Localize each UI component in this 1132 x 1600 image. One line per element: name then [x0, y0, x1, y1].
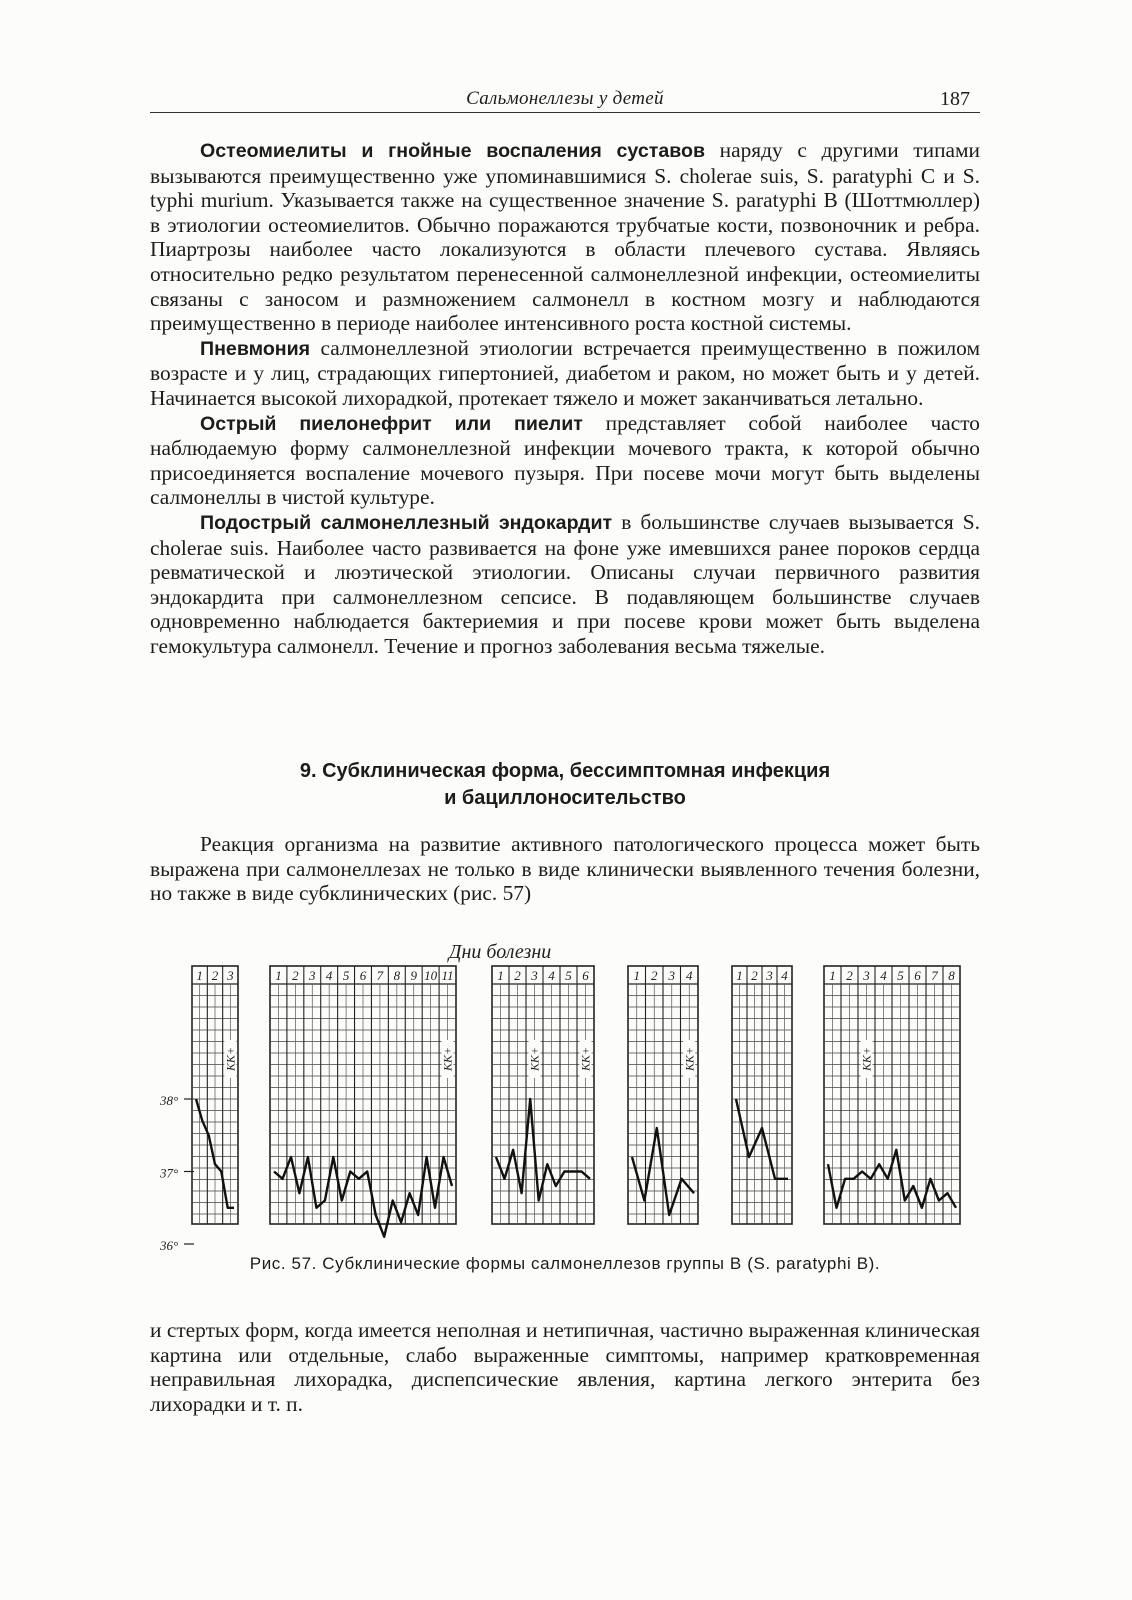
day-label: 4	[781, 968, 788, 983]
culture-marker-label: КК+	[859, 1046, 874, 1072]
culture-marker-label: КК+	[682, 1046, 697, 1072]
temperature-chart-3	[492, 966, 594, 1224]
day-label: 10	[424, 968, 438, 983]
day-label: 8	[393, 968, 401, 983]
day-label: 1	[275, 968, 282, 983]
paragraph-lead: Подострый салмонеллезный эндокардит	[200, 511, 613, 534]
page-number: 187	[940, 88, 970, 110]
temperature-chart-4	[628, 966, 698, 1224]
paragraph-pneumonia	[150, 336, 980, 411]
day-label: 7	[376, 968, 384, 983]
day-label: 1	[196, 968, 203, 983]
day-label: 3	[227, 968, 234, 983]
paragraph-body: представляет собой наиболее часто наблюдаемую форму салмонеллезной инфекции мочевого тракта, к которой обычно присоединяется воспаление мочевого пузыря. При посеве мочи могут быть выделены салмонеллы в чистой культуре.	[150, 410, 980, 510]
section-heading-line2: и бациллоносительство	[444, 787, 686, 809]
section-heading	[150, 758, 980, 812]
paragraph-osteomyelitis	[150, 138, 980, 336]
day-label: 1	[633, 968, 640, 983]
day-label: 3	[309, 968, 316, 983]
figure-57	[160, 938, 980, 1253]
temperature-chart-5	[732, 966, 792, 1224]
day-label: 11	[441, 968, 454, 983]
y-tick-label: 37°	[160, 1165, 179, 1181]
day-label: 2	[846, 968, 853, 983]
y-tick-label: 36°	[160, 1238, 179, 1253]
day-label: 2	[292, 968, 299, 983]
day-label: 7	[931, 968, 938, 983]
day-label: 1	[736, 968, 743, 983]
paragraph-body: салмонеллезной этиологии встречается преимущественно в пожилом возрасте и у лиц, страдающих гипертонией, диабетом и раком, но может быть и у детей. Начинается высокой лихорадкой, протекает тяжело и может заканчиваться летально.	[150, 335, 980, 410]
culture-marker-label: КК+	[223, 1046, 238, 1072]
figure-caption: Рис. 57. Субклинические формы салмонеллезов группы В (S. paratyphi B).	[249, 1254, 881, 1273]
day-label: 4	[880, 968, 887, 983]
day-label: 2	[211, 968, 219, 983]
paragraph-pyelonephritis	[150, 411, 980, 510]
day-label: 4	[548, 968, 555, 983]
day-label: 8	[948, 968, 955, 983]
day-label: 5	[342, 968, 350, 983]
paragraph-lead: Острый пиелонефрит или пиелит	[200, 412, 583, 435]
running-head	[150, 88, 980, 113]
running-head-title: Сальмонеллезы у детей	[466, 88, 664, 109]
paragraph-end: и стертых форм, когда имеется неполная и нетипичная, частично выраженная клиническая картина или отдельные, слабо выраженные симптомы, например кратковременная неправильная лихорадка, диспепсические явления, картина легкого энтерита без лихорадки и т. п.	[150, 1318, 980, 1416]
paragraph-endocarditis	[150, 510, 980, 659]
temperature-chart-2	[270, 966, 456, 1237]
day-label: 6	[359, 968, 367, 983]
day-label: 2	[651, 968, 658, 983]
paragraph-body: в большинстве случаев вызывается S. cholerae suis. Наиболее часто развивается на фоне уже имевшихся ранее пороков сердца ревматической и люэтической этиологии. Описаны случаи первичного развития эндокардита при салмонеллезном сепсисе. В подавляющем большинстве случаев одновременно наблюдается бактериемия и при посеве крови может быть выделена гемокультура салмонелл. Течение и прогноз заболевания весьма тяжелые.	[150, 509, 980, 658]
figure-title: Дни болезни	[448, 941, 552, 963]
y-tick-label: 38°	[160, 1093, 179, 1108]
day-label: 2	[514, 968, 521, 983]
day-label: 6	[914, 968, 921, 983]
temperature-charts	[160, 938, 980, 1253]
paragraph-body: наряду с другими типами вызываются преимущественно уже упоминавшимися S. cholerae suis, S. paratyphi C и S. typhi murium. Указывается также на существенное значение S. paratyphi B (Шоттмюллер) в этиологии остеомиелитов. Обычно поражаются трубчатые кости, позвоночник и ребра. Пиартрозы наиболее часто локализуются в области плечевого сустава. Являясь относительно редко результатом перенесенной салмонеллезной инфекции, остеомиелиты связаны с заносом и размножением салмонелл в костном мозгу и наблюдаются преимущественно в периоде наиболее интенсивного роста костной системы.	[150, 138, 980, 336]
culture-marker-label: КК+	[578, 1046, 593, 1072]
day-label: 1	[497, 968, 504, 983]
day-label: 5	[565, 968, 572, 983]
day-label: 4	[325, 968, 333, 983]
end-text-block	[150, 1318, 980, 1416]
day-label: 3	[668, 968, 675, 983]
day-label: 3	[863, 968, 870, 983]
day-label: 2	[751, 968, 758, 983]
temperature-chart-1	[192, 966, 238, 1224]
day-label: 5	[897, 968, 904, 983]
culture-marker-label: КК+	[527, 1046, 542, 1072]
day-label: 9	[410, 968, 417, 983]
intro-text-block	[150, 832, 980, 906]
paragraph-lead: Остеомиелиты и гнойные воспаления суставов	[200, 140, 706, 162]
paragraph-lead: Пневмония	[200, 337, 311, 360]
day-label: 3	[531, 968, 538, 983]
section-heading-line1: 9. Субклиническая форма, бессимптомная инфекция	[299, 760, 831, 782]
culture-marker-label: КК+	[440, 1046, 455, 1072]
main-text-block	[150, 138, 980, 658]
temperature-chart-6	[824, 966, 960, 1224]
day-label: 4	[686, 968, 693, 983]
day-label: 1	[829, 968, 836, 983]
paragraph-intro: Реакция организма на развитие активного патологического процесса может быть выражена при салмонеллезах не только в виде клинически выявленного течения болезни, но также в виде субклинических (рис. 57)	[150, 832, 980, 906]
day-label: 3	[766, 968, 773, 983]
day-label: 6	[582, 968, 589, 983]
